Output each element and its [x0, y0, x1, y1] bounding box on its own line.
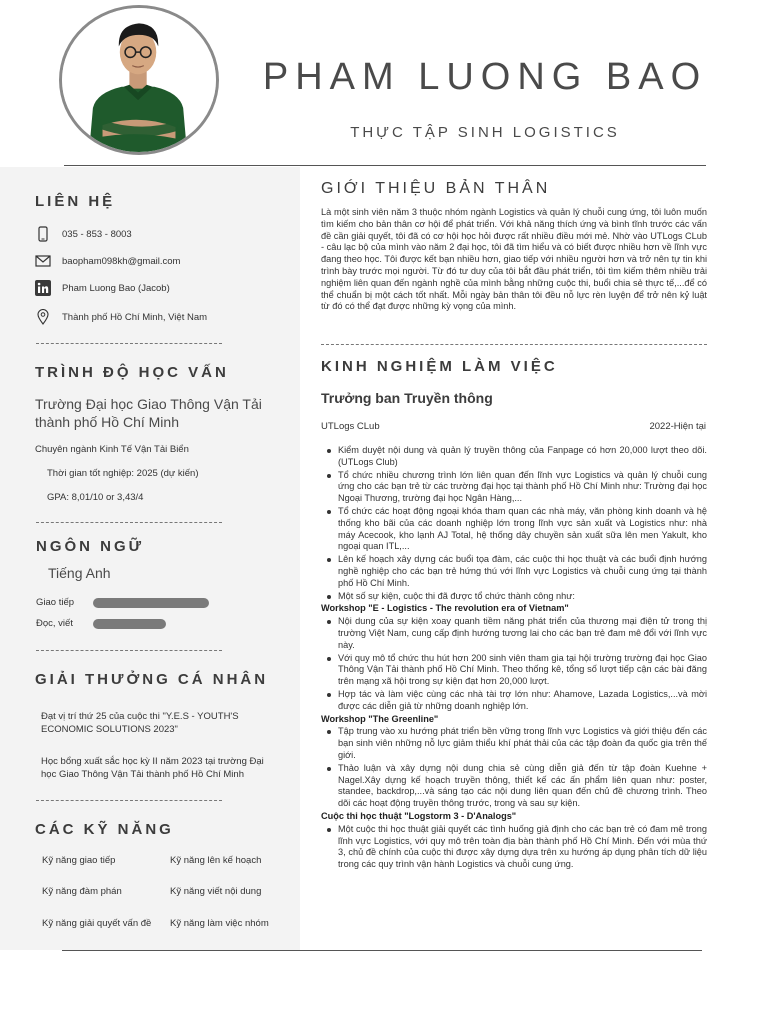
workshop-title: Workshop "E - Logistics - The revolution era of Vietnam" [321, 603, 569, 614]
full-name: PHAM LUONG BAO [262, 56, 708, 98]
footer-divider [62, 950, 702, 951]
contact-linkedin[interactable] [34, 279, 170, 297]
skills-heading: CÁC KỸ NĂNG [35, 821, 174, 838]
competition-title: Cuộc thi học thuật "Logstorm 3 - D'Analogs" [321, 810, 517, 821]
contact-phone [34, 225, 132, 243]
proficiency-bar-reading-writing [93, 619, 166, 629]
profile-photo [59, 5, 219, 155]
list-item: Hợp tác và làm việc cùng các nhà tài trợ lớn như: Ahamove, Lazada Logistics,...và mời được các diễn giả từ những doanh nghiệp lớn. [321, 689, 707, 713]
list-item: Một số sự kiện, cuộc thi đã được tổ chức thành công như: [321, 591, 707, 603]
list-item: Với quy mô tổ chức thu hút hơn 200 sinh viên tham gia tại hội trường trường đại học Giao Thông Vận Tải thành phố Hồ Chí Minh. Theo thống kê, tổng số lượt tiếp cận các bài đăng trên mạng xã hội trong sự kiện đạt hơn 20,000 lượt. [321, 653, 707, 688]
experience-details [321, 445, 707, 872]
bullet-list [321, 616, 707, 712]
location-text: Thành phố Hồ Chí Minh, Việt Nam [62, 311, 208, 323]
language-name: Tiếng Anh [48, 565, 111, 581]
bullet-list [321, 726, 707, 810]
period: 2022-Hiện tại [649, 421, 706, 432]
experience-heading: KINH NGHIỆM LÀM VIỆC [321, 358, 558, 375]
workshop-title: Workshop "The Greenline" [321, 713, 439, 724]
contact-location [34, 308, 207, 326]
list-item: Lên kế hoạch xây dựng các buổi tọa đàm, các cuộc thi học thuật và các buổi định hướng nghề nghiệp cho các bạn trẻ hứng thú với lĩnh vực Logistics và chuỗi cung ứng tại thành phố Hồ Chí Minh. [321, 554, 707, 589]
award-item: Học bổng xuất sắc học kỳ II năm 2023 tại trường Đại học Giao Thông Vận Tải thành phố Hồ Chí Minh [41, 756, 264, 780]
skill-label-reading-writing: Đọc, viết [36, 618, 73, 629]
job-title: Trưởng ban Truyền thông [321, 390, 493, 406]
proficiency-bar-speaking [93, 598, 209, 608]
skill-item: Kỹ năng giải quyết vấn đề [42, 918, 152, 929]
location-pin-icon [34, 308, 52, 326]
linkedin-name[interactable]: Pham Luong Bao (Jacob) [62, 282, 170, 294]
graduation-date: Thời gian tốt nghiệp: 2025 (dự kiến) [47, 468, 199, 479]
header-divider [64, 165, 706, 166]
linkedin-icon [34, 279, 52, 297]
list-item: Nội dung của sự kiện xoay quanh tiềm năng phát triển của thương mại điện tử trong thị trường Việt Nam, cung cấp định hướng tương lai cho các bạn trẻ đam mê đổi với lĩnh vực này. [321, 616, 707, 651]
job-role: THỰC TẬP SINH LOGISTICS [350, 124, 620, 141]
skill-item: Kỹ năng làm việc nhóm [170, 918, 269, 929]
major: Chuyên ngành Kinh Tế Vận Tải Biển [35, 444, 189, 455]
contact-heading: LIÊN HỆ [35, 193, 116, 210]
gpa: GPA: 8,01/10 or 3,43/4 [47, 492, 144, 503]
list-item: Một cuộc thi học thuật giải quyết các tình huống giả định cho các bạn trẻ có đam mê trong lĩnh vực Logistics, với quy mô trên toàn địa bàn thành phố Hồ Chí Minh. Đến với mùa thứ 3, chủ đề chính của cuộc thi được xây dựng dựa trên xu hướng áp dụng phân tích dữ liệu trong các quy trình vận hành Logistics và chuỗi cung ứng. [321, 824, 707, 871]
bullet-list [321, 824, 707, 871]
bullet-list [321, 445, 707, 602]
about-text: Là một sinh viên năm 3 thuộc nhóm ngành Logistics và quản lý chuỗi cung ứng, tôi luôn muốn tìm kiếm cho bản thân cơ hội để phát triển. Với khả năng thích ứng và bình tĩnh trước các vấn đề cần giải quyết, tôi đã có cơ hội học hỏi được rất nhiều điều mới mẻ. Nhờ vào UTLogs CLub - câu lạc bộ của mình vào năm 2 đại học, tôi đã tìm hiểu và có biết được nhiều hơn về lĩnh vực đang theo học. Tôi được kết bạn nhiều hơn, giao tiếp với nhiều người hơn và trở nên tự tin khi trình bày trước mọi người. Từ đó tư duy của tôi bắt đầu phát triển, tôi tìm kiếm thêm nhiều trải nghiệm liên quan đến ngành nghề của mình bằng những cuộc thi, buổi chia sẻ thực tế,...để có thể chuẩn bị một cách tốt nhất. Mỗi ngày bản thân tôi đều nỗ lực rèn luyện để trở nên kỷ luật từ đó có thể đạt được những kỳ vọng của mình. [321, 207, 707, 312]
list-item: Thảo luận và xây dựng nội dung chia sẻ cùng diễn giả đến từ tập đoàn Kuehne + Nagel.Xây dựng kế hoạch truyền thông, thiết kế các ấn phẩm liên quan như: poster, standee, backdrop,...và sáng tạo các nội dung liên quan đến chủ đề chương trình. Theo dõi các hoạt động truyền thông trước, trong và sau sự kiện. [321, 763, 707, 810]
phone-icon [34, 225, 52, 243]
skill-item: Kỹ năng đàm phán [42, 886, 122, 897]
award-item: Đạt vị trí thứ 25 của cuộc thi "Y.E.S - YOUTH'S ECONOMIC SOLUTIONS 2023" [41, 711, 239, 735]
list-item: Tập trung vào xu hướng phát triển bền vững trong lĩnh vực Logistics và giới thiệu đến các bạn sinh viên những nỗ lực giảm thiểu khí phát thải của các tập đoàn đa quốc gia trên thế giới. [321, 726, 707, 761]
skill-label-speaking: Giao tiếp [36, 597, 75, 608]
mail-icon [34, 252, 52, 270]
phone-number: 035 - 853 - 8003 [62, 228, 132, 240]
divider [36, 343, 222, 344]
email-address[interactable]: baopham098kh@gmail.com [62, 255, 181, 267]
list-item: Kiểm duyệt nội dung và quản lý truyền thông của Fanpage có hơn 20,000 lượt theo dõi. (UTLogs Club) [321, 445, 707, 469]
skill-item: Kỹ năng viết nội dung [170, 886, 262, 897]
contact-email[interactable] [34, 252, 180, 270]
skill-item: Kỹ năng giao tiếp [42, 855, 116, 866]
list-item: Tổ chức các hoạt động ngoại khóa tham quan các nhà máy, văn phòng kinh doanh và hệ thống kho bãi của các doanh nghiệp lớn trong lĩnh vực sản xuất và Logistics như: nhà máy Acecook, kho lạnh AJ Total, hệ thống dây chuyền sản xuất sữa lên men Yakult, kho ngoại quan ITL,... [321, 506, 707, 553]
education-heading: TRÌNH ĐỘ HỌC VẤN [35, 364, 229, 381]
languages-heading: NGÔN NGỮ [36, 538, 145, 555]
skill-item: Kỹ năng lên kế hoạch [170, 855, 262, 866]
divider [321, 344, 707, 345]
school-name: Trường Đại học Giao Thông Vận Tải thành phố Hồ Chí Minh [35, 396, 262, 430]
list-item: Tổ chức nhiều chương trình lớn liên quan đến lĩnh vực Logistics và quản lý chuỗi cung ứng cho các bạn trẻ từ các trường đại học tại thành phố Hồ Chí Minh như: Trường đại học Ngoại Thương, trường đại học Ngân Hàng,... [321, 470, 707, 505]
organization: UTLogs CLub [321, 421, 380, 432]
person-illustration [62, 8, 216, 152]
divider [36, 522, 222, 523]
divider [36, 800, 222, 801]
awards-heading: GIẢI THƯỞNG CÁ NHÂN [35, 671, 269, 688]
divider [36, 650, 222, 651]
about-heading: GIỚI THIỆU BẢN THÂN [321, 180, 551, 197]
